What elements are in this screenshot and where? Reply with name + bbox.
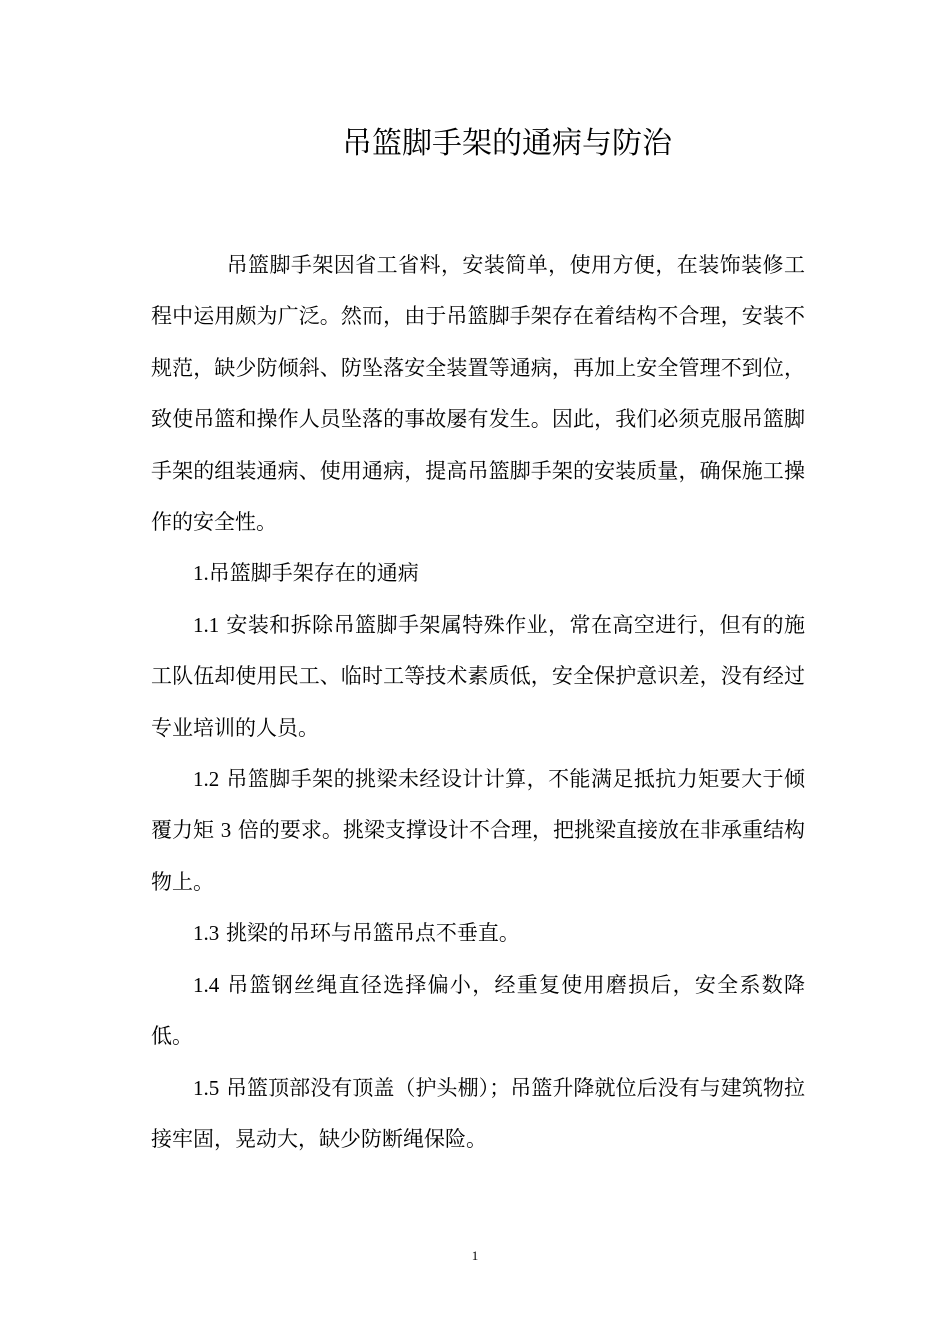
item-text-before: 吊篮脚手架的挑梁未经设计计算，不能满足抵抗力矩要大于倾覆力矩 — [151, 767, 805, 843]
document-title: 吊篮脚手架的通病与防治 — [342, 126, 672, 161]
list-item-1-3 — [151, 908, 805, 959]
item-text: 挑梁的吊环与吊篮吊点不垂直。 — [225, 921, 520, 946]
item-text: 安装和拆除吊篮脚手架属特殊作业，常在高空进行，但有的施工队伍却使用民工、临时工等技术素质低，安全保护意识差，没有经过专业培训的人员。 — [151, 612, 805, 740]
document-body — [151, 240, 805, 1165]
section-heading-1 — [151, 548, 805, 599]
intro-paragraph: 吊篮脚手架因省工省料，安装简单，使用方便，在装饰装修工程中运用颇为广泛。然而，由于吊篮脚手架存在着结构不合理，安装不规范，缺少防倾斜、防坠落安全装置等通病，再加上安全管理不到位，致使吊篮和操作人员坠落的事故屡有发生。因此，我们必须克服吊篮脚手架的组装通病、使用通病，提高吊篮脚手架的安装质量，确保施工操作的安全性。 — [151, 253, 805, 535]
list-item-1-1 — [151, 600, 805, 754]
inline-number: 3 — [220, 818, 232, 843]
item-text-after: 倍的要求。挑梁支撑设计不合理，把挑梁直接放在非承重结构物上。 — [151, 818, 805, 894]
item-number: 1.5 — [193, 1075, 220, 1100]
list-item-1-4 — [151, 960, 805, 1063]
item-text: 吊篮顶部没有顶盖（护头棚）；吊篮升降就位后没有与建筑物拉接牢固，晃动大，缺少防断绳保险。 — [151, 1075, 805, 1151]
item-number: 1.1 — [193, 612, 220, 637]
page-number: 1 — [471, 1248, 479, 1263]
section-number: 1. — [193, 561, 209, 586]
item-number: 1.3 — [193, 921, 220, 946]
item-text: 吊篮钢丝绳直径选择偏小，经重复使用磨损后，安全系数降低。 — [151, 972, 805, 1049]
item-number: 1.2 — [193, 767, 220, 792]
section-heading-text: 吊篮脚手架存在的通病 — [208, 561, 419, 586]
list-item-1-2 — [151, 754, 805, 908]
item-number: 1.4 — [193, 972, 220, 997]
list-item-1-5 — [151, 1063, 805, 1166]
